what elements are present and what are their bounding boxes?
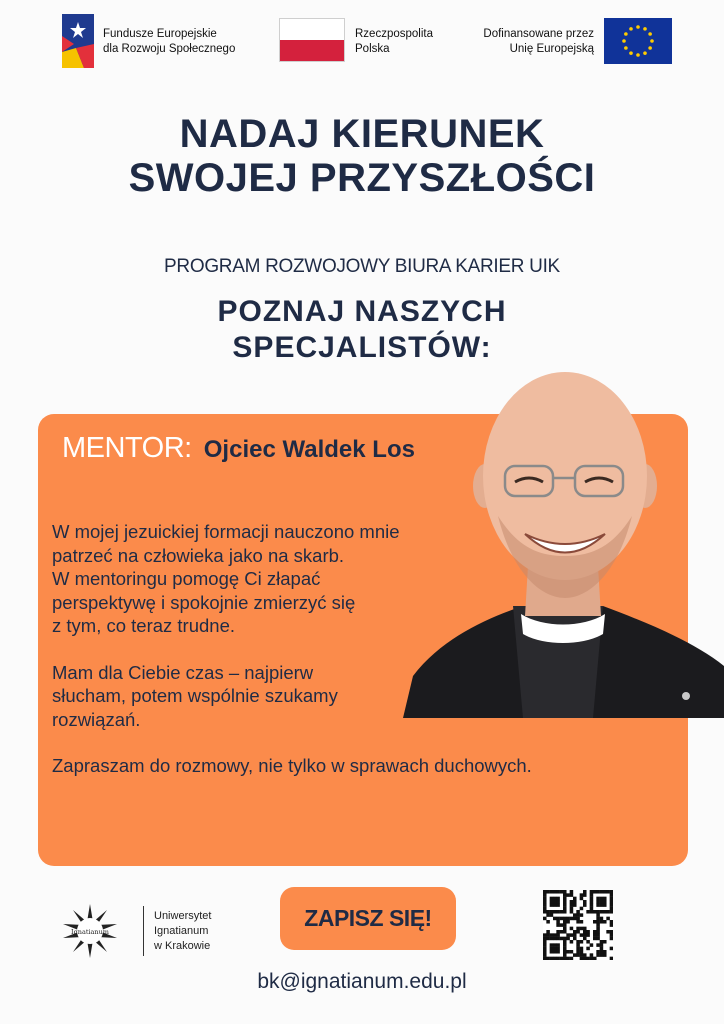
signup-button[interactable]: ZAPISZ SIĘ!: [280, 887, 456, 950]
bio-paragraph-2: Mam dla Ciebie czas – najpierw słucham, potem wspólnie szukamy rozwiązań.: [52, 661, 338, 730]
contact-email-link[interactable]: bk@ignatianum.edu.pl: [257, 970, 467, 993]
logo-bar: [0, 0, 724, 80]
mentor-label: MENTOR:: [62, 432, 192, 464]
poland-text: Rzeczpospolita Polska: [355, 28, 433, 55]
cofinanced-text: Dofinansowane przez Unię Europejską: [483, 28, 594, 55]
mentor-title: [62, 432, 415, 465]
bio-paragraph-1: W mojej jezuickiej formacji nauczono mnie patrzeć na człowieka jako na skarb. W mentoringu pomogę Ci złapać perspektywę i spokojnie zmierzyć się z tym, co teraz trudne.: [52, 521, 400, 636]
qr-code-icon[interactable]: [543, 890, 613, 960]
funds-europe-text: Fundusze Europejskie dla Rozwoju Społecznego: [103, 28, 236, 55]
mentor-portrait: [403, 366, 724, 718]
bio-paragraph-3: Zapraszam do rozmowy, nie tylko w sprawach duchowych.: [52, 755, 532, 776]
program-title: PROGRAM ROZWOJOWY BIURA KARIER UIK: [164, 256, 560, 277]
specialists-heading: POZNAJ NASZYCH SPECJALISTÓW:: [217, 295, 507, 364]
eu-flag-icon: [604, 18, 672, 64]
footer-divider: [143, 906, 144, 956]
main-headline: NADAJ KIERUNEK SWOJEJ PRZYSZŁOŚCI: [128, 112, 596, 200]
emblem-text: Ignatianum: [71, 928, 109, 936]
university-name: Uniwersytet Ignatianum w Krakowie: [154, 910, 212, 952]
funds-europe-logo-icon: [62, 14, 94, 68]
polish-flag-icon: [279, 18, 345, 62]
mentor-name: Ojciec Waldek Los: [203, 436, 415, 463]
ignatianum-emblem-icon: [63, 904, 117, 958]
